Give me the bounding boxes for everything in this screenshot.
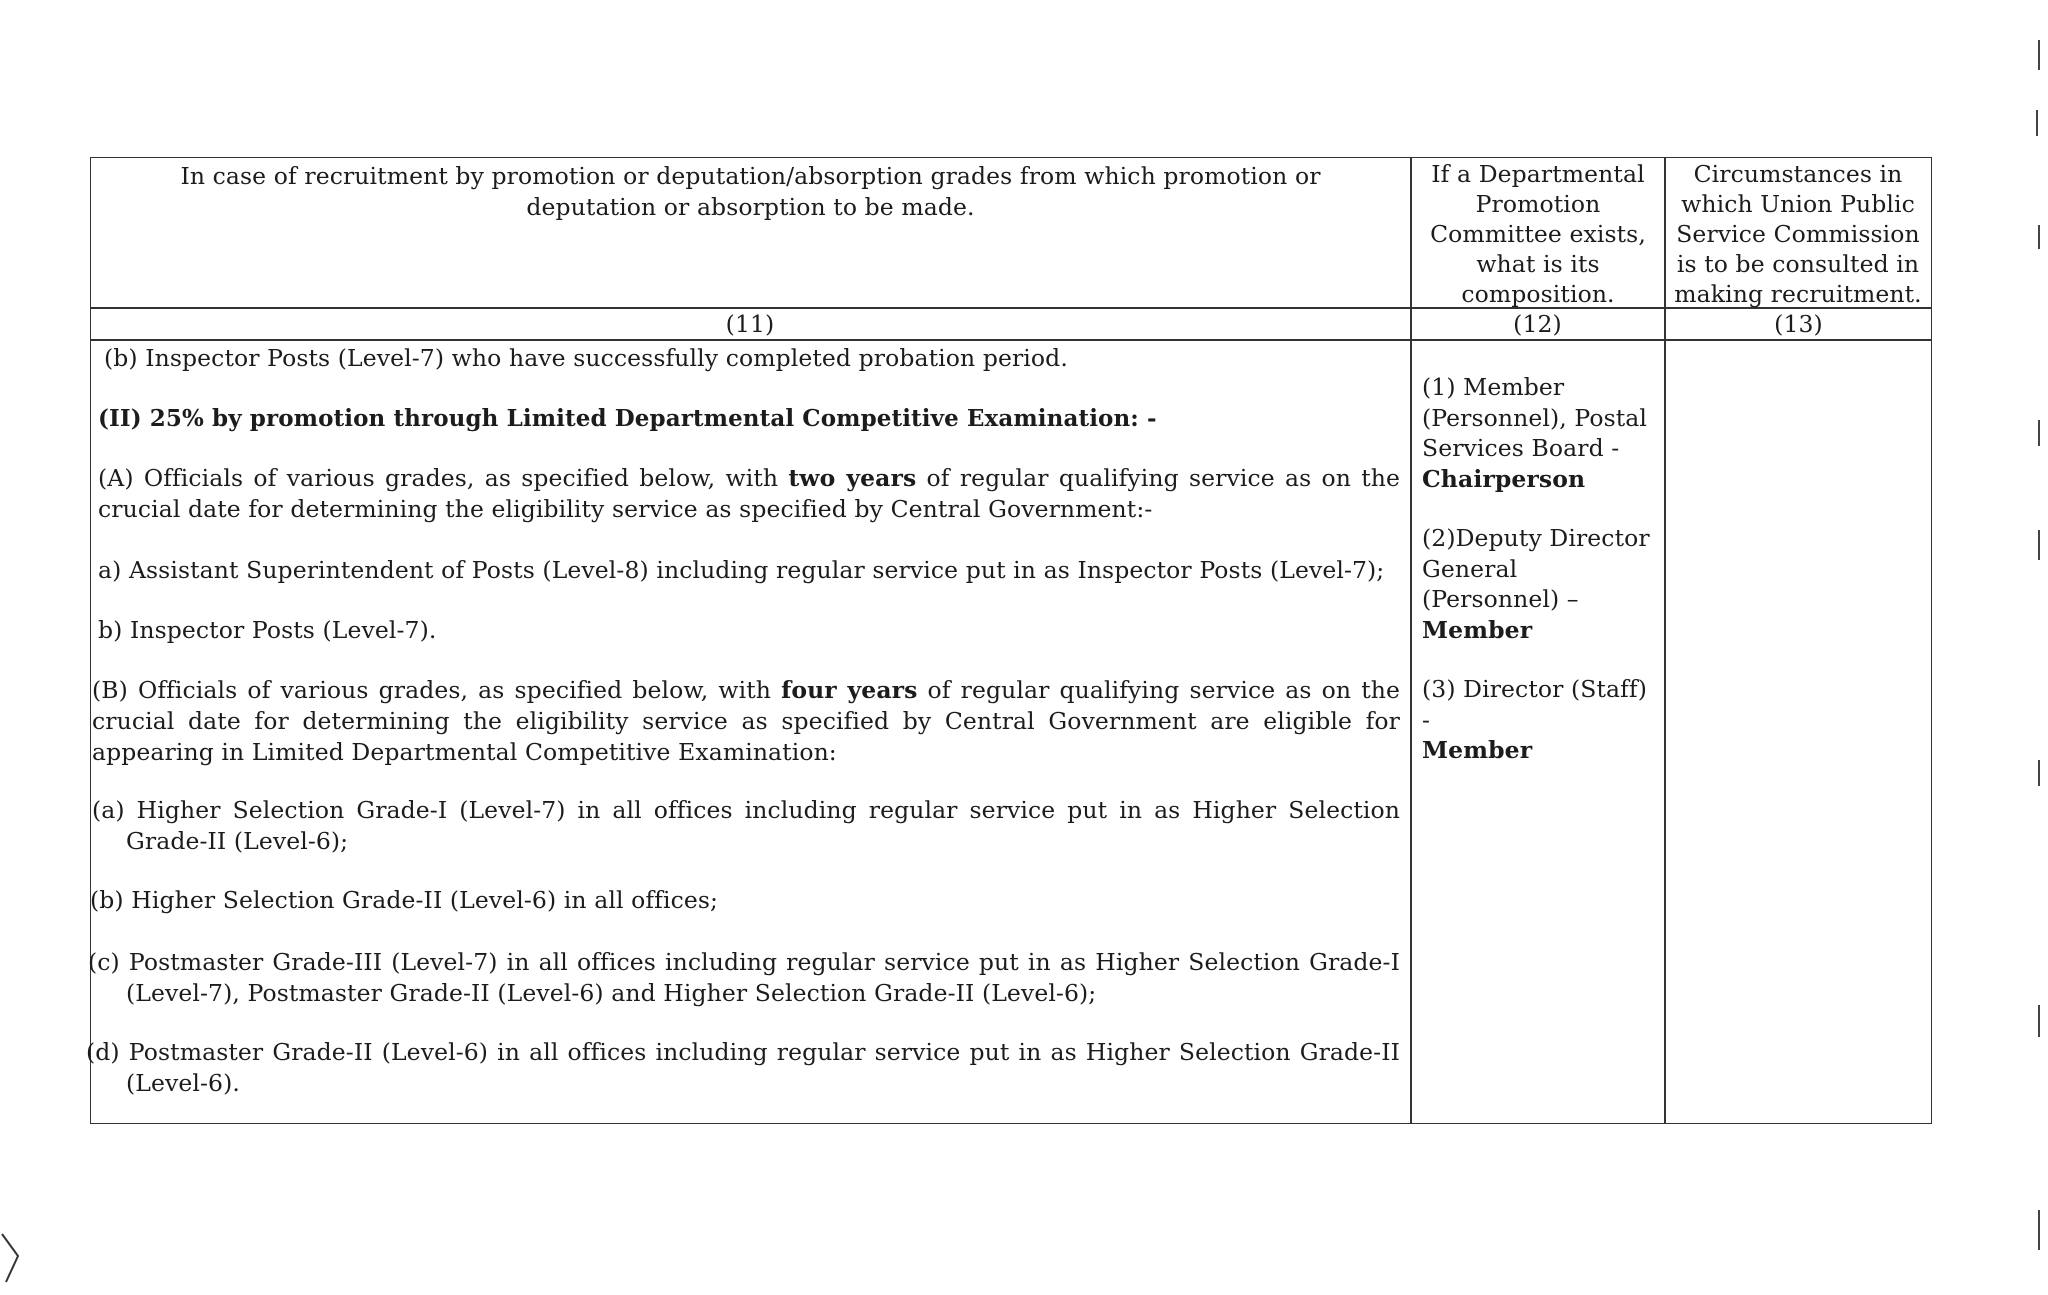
section-b-item-c: (c) Postmaster Grade-III (Level-7) in all offices including regular service put in as Higher Selection Grade-I (Level-7), Postmaster Grade-II (Level-6) and Higher Selection Grade-II (Level-6); bbox=[88, 948, 1400, 1007]
dpc-member-1-role: Chairperson bbox=[1422, 464, 1586, 493]
ldce-heading: (II) 25% by promotion through Limited Departmental Competitive Examination: - bbox=[98, 405, 1157, 432]
column-number-11: (11) bbox=[725, 310, 775, 338]
number-row-divider bbox=[90, 339, 1932, 341]
scan-mark bbox=[2038, 225, 2040, 249]
section-b-item-a: (a) Higher Selection Grade-I (Level-7) in all offices including regular service put in as Higher Selection Grade-II (Level-6); bbox=[92, 796, 1400, 855]
section-a-paragraph bbox=[98, 463, 1400, 525]
section-a-suffix: of regular qualifying service as on the crucial date for determining the eligibility service as specified by Central Government:- bbox=[98, 464, 1400, 523]
section-a-item-a: a) Assistant Superintendent of Posts (Level-8) including regular service put in as Inspector Posts (Level-7); bbox=[98, 556, 1385, 584]
section-b-item-b: (b) Higher Selection Grade-II (Level-6) in all offices; bbox=[90, 886, 719, 914]
dpc-member-3-text: (3) Director (Staff) - bbox=[1422, 675, 1647, 734]
scan-mark bbox=[2036, 110, 2038, 136]
scan-mark bbox=[2038, 40, 2040, 70]
dpc-member-3 bbox=[1422, 674, 1660, 766]
dpc-member-2-text: (2)Deputy Director General (Personnel) – bbox=[1422, 524, 1650, 613]
scan-corner-mark bbox=[0, 1230, 24, 1290]
scan-mark bbox=[2038, 420, 2040, 446]
section-b-paragraph bbox=[92, 675, 1400, 768]
section-b-prefix: (B) Officials of various grades, as specified below, with bbox=[92, 676, 782, 704]
column-divider-12-13 bbox=[1664, 157, 1666, 1124]
header-col-13: Circumstances in which Union Public Service Commission is to be consulted in making recruitment. bbox=[1674, 160, 1922, 308]
column-number-12: (12) bbox=[1513, 310, 1562, 338]
scan-mark bbox=[2038, 1005, 2040, 1037]
section-b-suffix: of regular qualifying service as on the crucial date for determining the eligibility service as specified by Central Government are eligible for appearing in Limited Departmental Competitive Examination: bbox=[92, 676, 1400, 766]
column-number-13: (13) bbox=[1774, 310, 1823, 338]
dpc-member-1 bbox=[1422, 372, 1660, 494]
section-a-item-b: b) Inspector Posts (Level-7). bbox=[98, 616, 437, 644]
section-b-emphasis: four years bbox=[781, 676, 918, 704]
section-a-emphasis: two years bbox=[788, 464, 917, 492]
scan-mark bbox=[2038, 530, 2040, 560]
section-a-prefix: (A) Officials of various grades, as specified below, with bbox=[98, 464, 789, 492]
header-col-11: In case of recruitment by promotion or deputation/absorption grades from which promotion or deputation or absorption to be made. bbox=[180, 162, 1321, 221]
dpc-member-1-text: (1) Member (Personnel), Postal Services Board - bbox=[1422, 373, 1648, 462]
scan-mark bbox=[2038, 760, 2040, 786]
dpc-member-2-role: Member bbox=[1422, 615, 1533, 644]
column-divider-11-12 bbox=[1410, 157, 1412, 1124]
dpc-member-2 bbox=[1422, 523, 1660, 645]
dpc-member-3-role: Member bbox=[1422, 736, 1533, 764]
section-b-item-d: (d) Postmaster Grade-II (Level-6) in all offices including regular service put in as Higher Selection Grade-II (Level-6). bbox=[86, 1038, 1400, 1097]
header-col-12: If a Departmental Promotion Committee exists, what is its composition. bbox=[1430, 160, 1646, 308]
scan-mark bbox=[2038, 1210, 2040, 1250]
inspector-posts-item: (b) Inspector Posts (Level-7) who have successfully completed probation period. bbox=[104, 344, 1068, 372]
